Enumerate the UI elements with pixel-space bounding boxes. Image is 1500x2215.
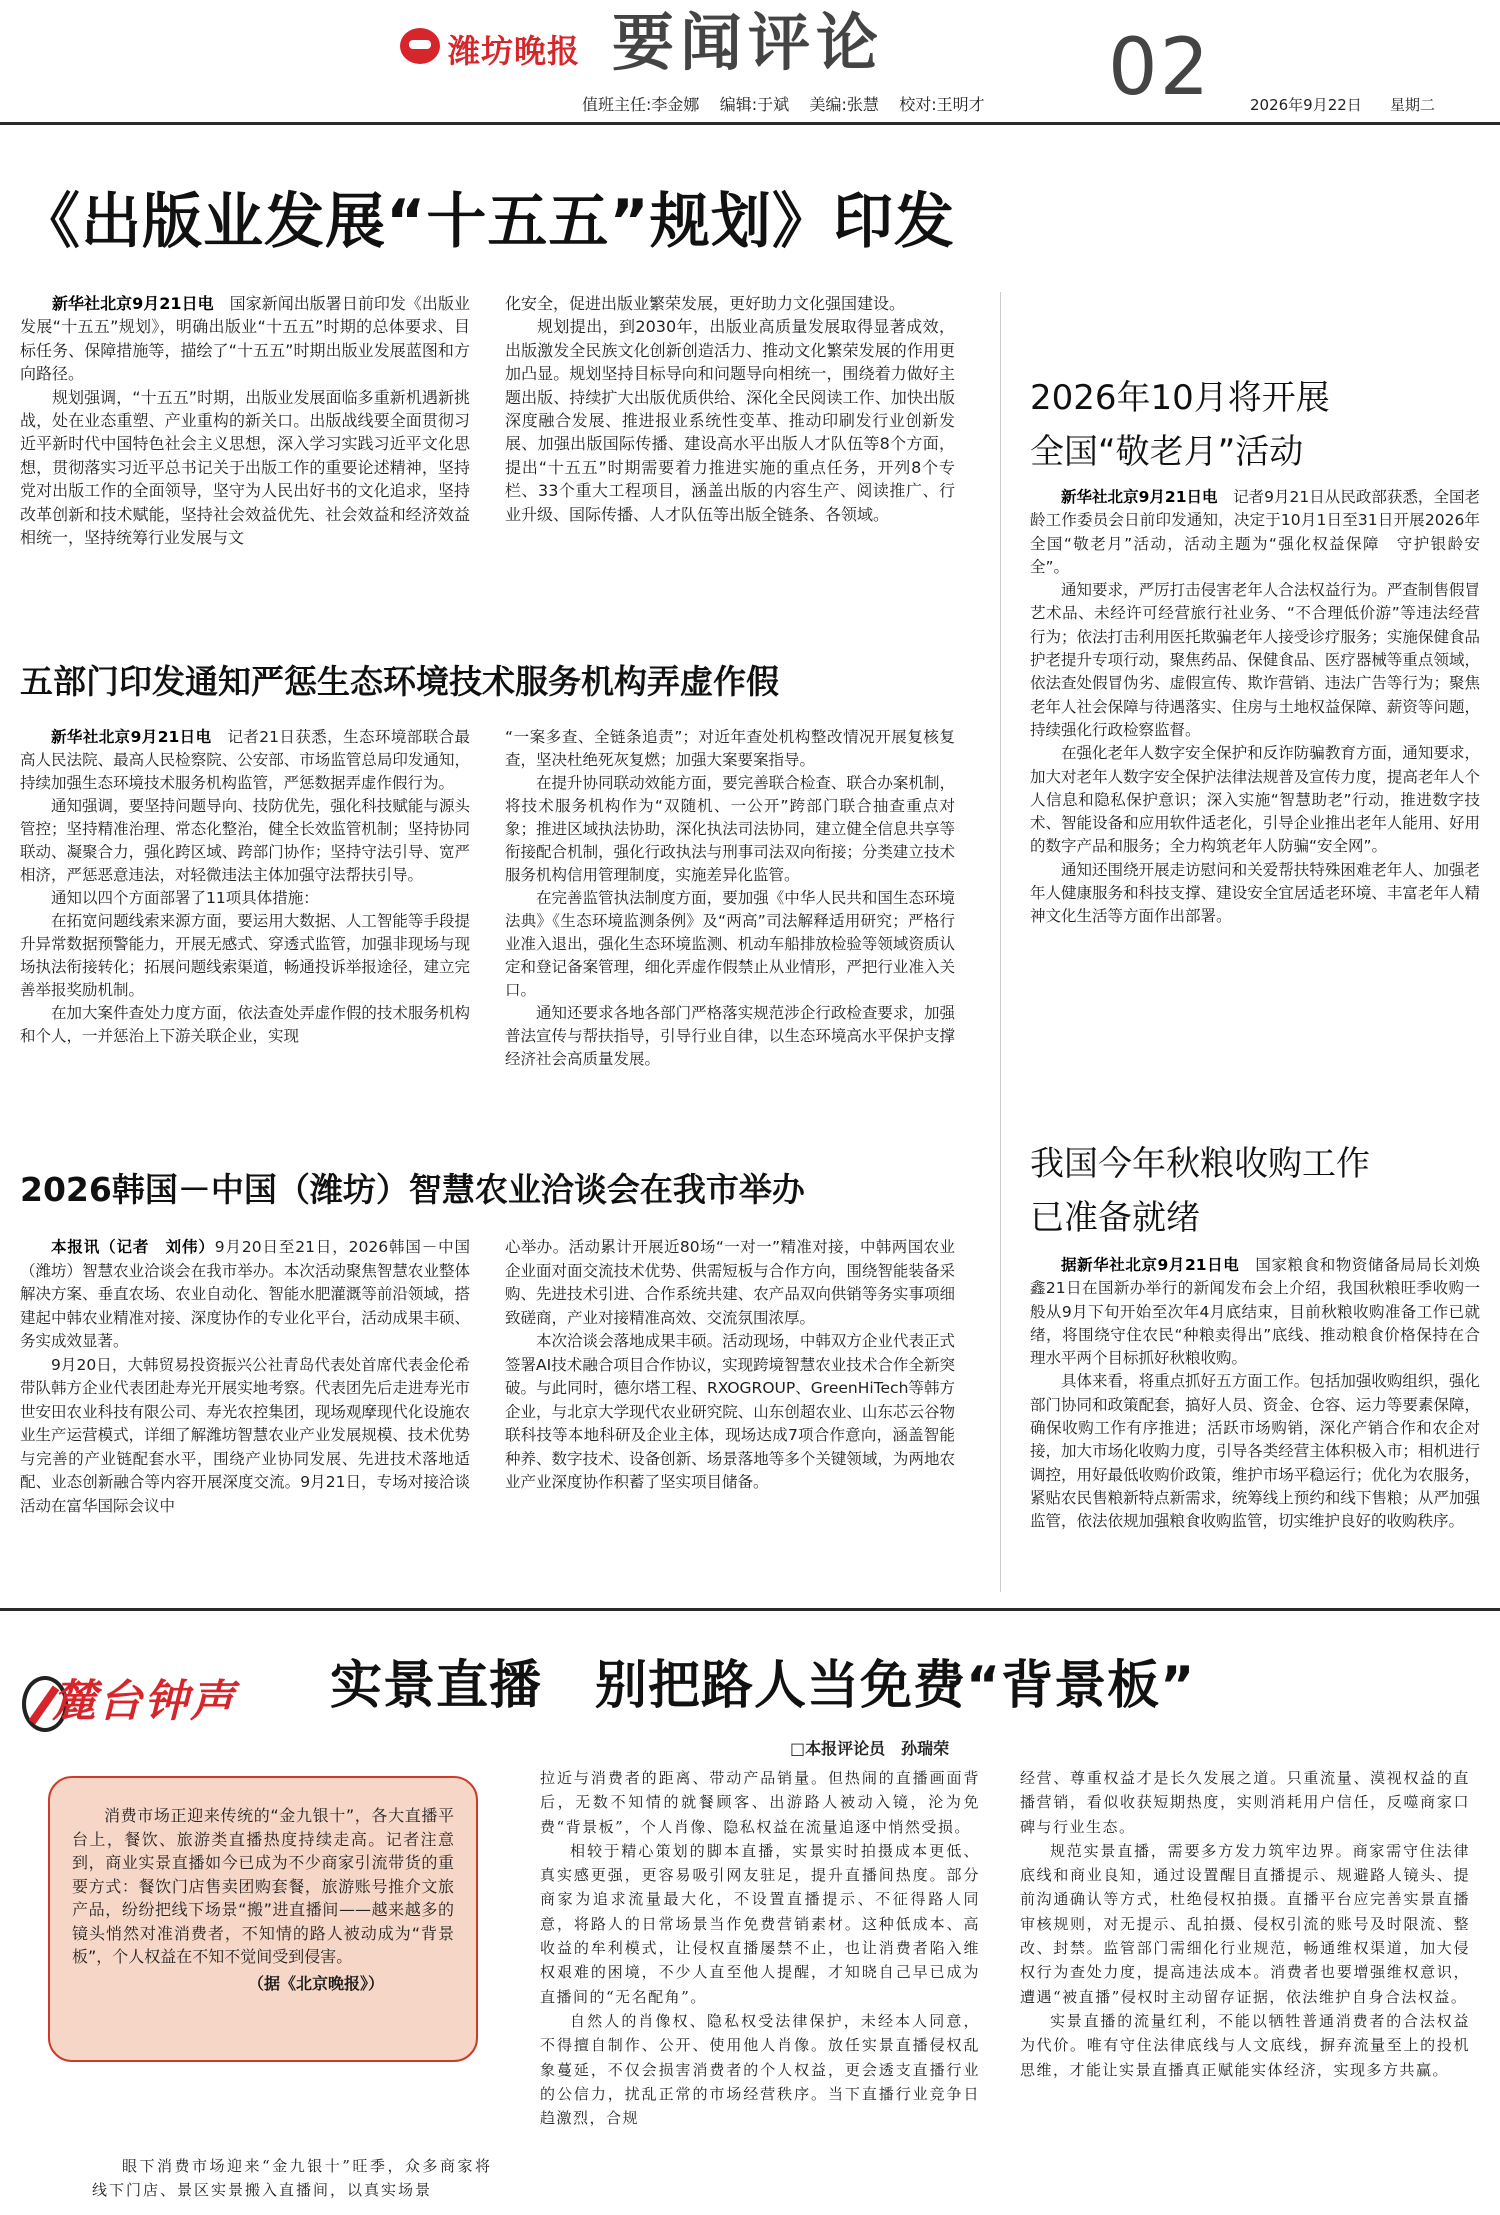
masthead	[0, 0, 1500, 125]
article2-col2: “一案多查、全链条追责”；对近年查处机构整改情况开展复核复查，坚决杜绝死灰复燃；加强大案要案指导。 在提升协同联动效能方面，要完善联合检查、联合办案机制，将技术服务机构作为“双随机、一公开”跨部门联合抽查重点对象；推进区域执法协助，深化执法司法协同，建立健全信息共享等衔接配合机制，强化行政执法与刑事司法双向衔接；分类建立技术服务机构信用管理制度，实施差异化监管。 在完善监管执法制度方面，要加强《中华人民共和国生态环境法典》《生态环境监测条例》及“两高”司法解释适用研究；严格行业准入退出，强化生态环境监测、机动车船排放检验等领域资质认定和登记备案管理，细化弄虚作假禁止从业情形，严把行业准入关口。 通知还要求各地各部门严格落实规范涉企行政检查要求，加强普法宣传与帮扶指导，引导行业自律，以生态环境高水平保护支撑经济社会高质量发展。	[505, 728, 955, 1068]
issue-weekday: 星期二	[1390, 96, 1436, 114]
right-column-divider	[1000, 292, 1001, 1592]
summary-text: 消费市场正迎来传统的“金九银十”，各大直播平台上，餐饮、旅游类直播热度持续走高。记者注意到，商业实景直播如今已成为不少商家引流带货的重要方式：餐饮门店售卖团购套餐，旅游账号推介文旅产品，纷纷把线下场景“搬”进直播间——越来越多的镜头悄然对准消费者，不知情的路人被动成为“背景板”，个人权益在不知不觉间受到侵害。	[72, 1806, 454, 1966]
commentary-byline: □本报评论员 孙瑞荣	[790, 1739, 950, 1758]
article1-col1: 新华社北京9月21日电 国家新闻出版署日前印发《出版业发展“十五五”规划》，明确出版业“十五五”时期的总体要求、目标任务、保障措施等，描绘了“十五五”时期出版业发展蓝图和方向路径。 规划强调，“十五五”时期，出版业发展面临多重新机遇新挑战，处在业态重塑、产业重构的新关口。出版战线要全面贯彻习近平新时代中国特色社会主义思想，深入学习实践习近平文化思想，贯彻落实习近平总书记关于出版工作的重要论述精神，坚持党对出版工作的全面领导，坚守为人民出好书的文化追求，坚持改革创新和技术赋能，坚持社会效益优先、社会效益和经济效益相统一，坚持统筹行业发展与文	[20, 292, 470, 549]
commentary-top-rule	[0, 1608, 1500, 1611]
staff-line: 值班主任:李金娜 编辑:于斌 美编:张慧 校对:王明才	[582, 95, 985, 114]
commentary-col1: 眼下消费市场迎来“金九银十”旺季，众多商家将线下门店、景区实景搬入直播间，以真实场景	[92, 2157, 492, 2199]
section-title: 要闻评论	[612, 6, 885, 79]
commentary-headline: 实景直播 别把路人当免费“背景板”	[330, 1656, 1196, 1716]
commentary-col3: 经营、尊重权益才是长久发展之道。只重流量、漠视权益的直播营销，看似收获短期热度，实则消耗用户信任，反噬商家口碑与行业生态。 规范实景直播，需要多方发力筑牢边界。商家需守住法律底线和商业良知，通过设置醒目直播提示、规避路人镜头、提前沟通确认等方式，杜绝侵权拍摄。直播平台应完善实景直播审核规则，对无提示、乱拍摄、侵权引流的账号及时限流、整改、封禁。监管部门需细化行业规范，畅通维权渠道，加大侵权行为查处力度，提高违法成本。消费者也要增强维权意识，遭遇“被直播”侵权时主动留存证据，依法维护自身合法权益。 实景直播的流量红利，不能以牺牲普通消费者的合法权益为代价。唯有守住法律底线与人文底线，摒弃流量至上的投机思维，才能让实景直播真正赋能实体经济，实现多方共赢。	[1020, 1769, 1470, 2079]
summary-box	[48, 1776, 478, 2062]
article3-col2: 心举办。活动累计开展近80场“一对一”精准对接，中韩两国农业企业面对面交流技术优势、供需短板与合作方向，围绕智能装备采购、先进技术引进、合作系统共建、农产品双向供销等务实事项细致磋商，产业对接精准高效、交流氛围浓厚。 本次洽谈会落地成果丰硕。活动现场，中韩双方企业代表正式签署AI技术融合项目合作协议，实现跨境智慧农业技术合作全新突破。与此同时，德尔塔工程、RXOGROUP、GreenHiTech等韩方企业，与北京大学现代农业研究院、山东创超农业、山东芯云谷物联科技等本地科研及企业主体，现场达成7项合作意向，涵盖智能种养、数字技术、设备创新、场景落地等多个关键领域，为两地农业产业深度协作积蓄了坚实项目储备。	[505, 1238, 955, 1491]
article1-headline: 《出版业发展“十五五”规划》印发	[20, 187, 955, 257]
article3-col1: 本报讯（记者 刘伟）9月20日至21日，2026韩国－中国（潍坊）智慧农业洽谈会在我市举办。本次活动聚焦智慧农业整体解决方案、垂直农场、农业自动化、智能水肥灌溉等前沿领域，搭建起中韩农业精准对接、深度协作的专业化平台，活动成果丰硕、务实成效显著。 9月20日，大韩贸易投资振兴公社青岛代表处首席代表金伦希带队韩方企业代表团赴寿光开展实地考察。代表团先后走进寿光市世安田农业科技有限公司、寿光农控集团，现场观摩现代化设施农业生产运营模式，详细了解潍坊智慧农业产业发展规模、技术优势与完善的产业链配套水平，围绕产业协同发展、先进技术落地适配、业态创新融合等内容开展深度交流。9月21日，专场对接洽谈活动在富华国际会议中	[20, 1238, 470, 1515]
paper-name: 潍坊晚报	[448, 32, 581, 70]
article5-headline-line1: 我国今年秋粮收购工作	[1030, 1144, 1370, 1184]
article4-body: 新华社北京9月21日电 记者9月21日从民政部获悉，全国老龄工作委员会日前印发通知，决定于10月1日至31日开展2026年全国“敬老月”活动，活动主题为“强化权益保障 守护银龄安全”。 通知要求，严厉打击侵害老年人合法权益行为。严查制售假冒艺术品、未经许可经营旅行社业务、“不合理低价游”等违法经营行为；依法打击利用医托欺骗老年人接受诊疗服务；实施保健食品护老提升专项行动，聚焦药品、保健食品、医疗器械等重点领域，依法查处假冒伪劣、虚假宣传、欺诈营销、违法广告等行为；聚焦老年人社会保障与待遇落实、住房与土地权益保障、薪资等问题，持续强化行政检察监督。 在强化老年人数字安全保护和反诈防骗教育方面，通知要求，加大对老年人数字安全保护法律法规普及宣传力度，提高老年人个人信息和隐私保护意识；深入实施“智慧助老”行动，推进数字技术、智能设备和应用软件适老化，引导企业推出老年人能用、好用的数字产品和服务；全力构筑老年人防骗“安全网”。 通知还围绕开展走访慰问和关爱帮扶特殊困难老年人、加强老年人健康服务和科技支撑、建设安全宜居适老环境、丰富老年人精神文化生活等方面作出部署。	[1030, 488, 1480, 926]
page-number: 02	[1108, 23, 1212, 113]
paper-logo	[400, 26, 610, 70]
article2-headline: 五部门印发通知严惩生态环境技术服务机构弄虚作假	[20, 662, 779, 701]
article5-headline-line2: 已准备就绪	[1030, 1198, 1200, 1238]
column-logo	[22, 1672, 292, 1736]
article3-headline: 2026韩国－中国（潍坊）智慧农业洽谈会在我市举办	[20, 1170, 805, 1209]
article2-col1: 新华社北京9月21日电 记者21日获悉，生态环境部联合最高人民法院、最高人民检察院、公安部、市场监管总局印发通知，持续加强生态环境技术服务机构监管，严惩数据弄虚作假行为。 通知强调，要坚持问题导向、技防优先，强化科技赋能与源头管控；坚持精准治理、常态化整治，健全长效监管机制；坚持协同联动、凝聚合力，强化跨区域、跨部门协作；坚持守法引导、宽严相济，严惩恶意违法，对轻微违法主体加强守法帮扶引导。 通知以四个方面部署了11项具体措施： 在拓宽问题线索来源方面，要运用大数据、人工智能等手段提升异常数据预警能力，开展无感式、穿透式监管，加强非现场与现场执法衔接转化；拓展问题线索渠道，畅通投诉举报途径，建立完善举报奖励机制。 在加大案件查处力度方面，依法查处弄虚作假的技术服务机构和个人，一并惩治上下游关联企业，实现	[20, 728, 470, 1045]
article5-body: 据新华社北京9月21日电 国家粮食和物资储备局局长刘焕鑫21日在国新办举行的新闻发布会上介绍，我国秋粮旺季收购一般从9月下旬开始至次年4月底结束，目前秋粮收购准备工作已就绪，将围绕守住农民“种粮卖得出”底线、推动粮食价格保持在合理水平两个目标抓好秋粮收购。 具体来看，将重点抓好五方面工作。包括加强收购组织，强化部门协同和政策配套，搞好人员、资金、仓容、运力等要素保障，确保收购工作有序推进；活跃市场购销，深化产销合作和农企对接，加大市场化收购力度，引导各类经营主体积极入市；相机进行调控，用好最低收购价政策，维护市场平稳运行；优化为农服务，紧贴农民售粮新特点新需求，统筹线上预约和线下售粮；从严加强监管，依法依规加强粮食收购监管，切实维护良好的收购秩序。	[1030, 1256, 1480, 1531]
masthead-rule	[0, 122, 1500, 125]
article1-dateline: 新华社北京9月21日电	[52, 294, 214, 313]
article4-headline-line1: 2026年10月将开展	[1030, 378, 1330, 418]
article4-headline-line2: 全国“敬老月”活动	[1030, 432, 1304, 472]
article1-paragraph: 规划强调，“十五五”时期，出版业发展面临多重新机遇新挑战，处在业态重塑、产业重构的新关口。出版战线要全面贯彻习近平新时代中国特色社会主义思想，深入学习实践习近平文化思想，贯彻落实习近平总书记关于出版工作的重要论述精神，坚持党对出版工作的全面领导，坚守为人民出好书的文化追求，坚持改革创新和技术赋能，坚持社会效益优先、社会效益和经济效益相统一，坚持统筹行业发展与文	[20, 387, 470, 548]
column-name: 麓台钟声	[52, 1676, 236, 1727]
summary-source: （据《北京晚报》）	[247, 1973, 384, 1993]
commentary-col2: 拉近与消费者的距离、带动产品销量。但热闹的直播画面背后，无数不知情的就餐顾客、出游路人被动入镜，沦为免费“背景板”，个人肖像、隐私权益在流量追逐中悄然受损。 相较于精心策划的脚本直播，实景实时拍摄成本更低、真实感更强，更容易吸引网友驻足，提升直播间热度。部分商家为追求流量最大化，不设置直播提示、不征得路人同意，将路人的日常场景当作免费营销素材。这种低成本、高收益的牟利模式，让侵权直播屡禁不止，也让消费者陷入维权艰难的困境，不少人直至他人提醒，才知晓自己早已成为直播间的“无名配角”。 自然人的肖像权、隐私权受法律保护，未经本人同意，不得擅自制作、公开、使用他人肖像。放任实景直播侵权乱象蔓延，不仅会损害消费者的个人权益，更会透支直播行业的公信力，扰乱正常的市场经营秩序。当下直播行业竞争日趋激烈，合规	[540, 1769, 980, 2128]
article1-col2: 化安全，促进出版业繁荣发展，更好助力文化强国建设。 规划提出，到2030年，出版业高质量发展取得显著成效，出版激发全民族文化创新创造活力、推动文化繁荣发展的作用更加凸显。规划坚持目标导向和问题导向相统一，围绕着力做好主题出版、持续扩大出版优质供给、深化全民阅读工作、加快出版深度融合发展、推进报业系统性变革、推动印刷发行业创新发展、加强出版国际传播、建设高水平出版人才队伍等8个方面，提出“十五五”时期需要着力推进实施的重点任务，开列8个专栏、33个重大工程项目，涵盖出版的内容生产、阅读推广、行业升级、国际传播、人才队伍等出版全链条、各领域。	[505, 294, 955, 524]
issue-date: 2026年9月22日	[1250, 96, 1362, 114]
